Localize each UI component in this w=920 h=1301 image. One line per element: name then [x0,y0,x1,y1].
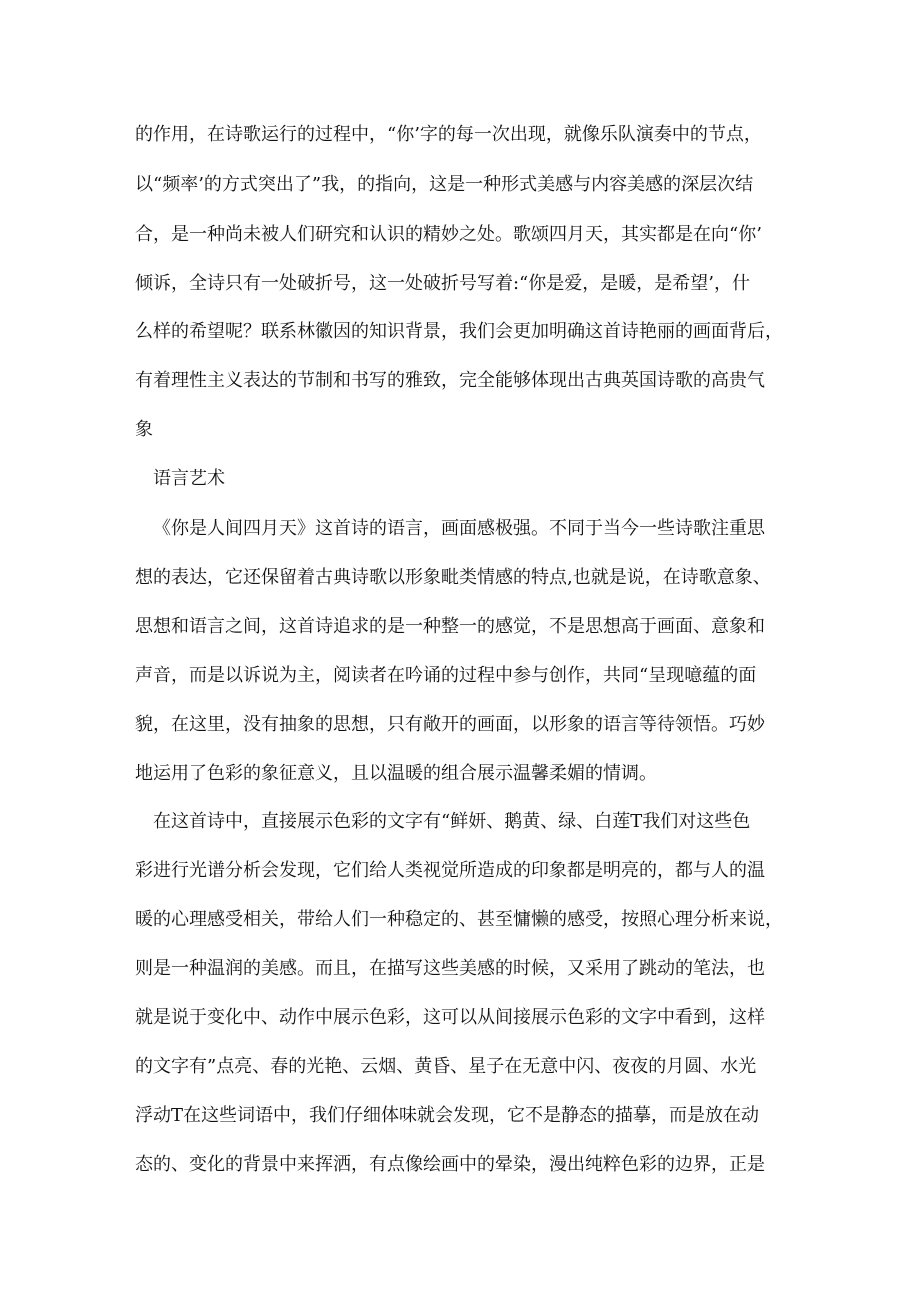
text-line: 的作用，在诗歌运行的过程中，“你’字的每一次出现，就像乐队演奏中的节点， [135,124,762,145]
text-line: 浮动T在这些词语中，我们仔细体味就会发现，它不是静态的描摹，而是放在动 [135,1105,760,1126]
text-line: 合，是一种尚未被人们研究和认识的精妙之处。歌颂四月天，其实都是在向“你’ [135,224,762,245]
text-line: 态的、变化的背景中来挥洒，有点像绘画中的晕染，漫出纯粹色彩的边界，正是 [135,1154,765,1175]
text-line: 则是一种温润的美感。而且，在描写这些美感的时候，又采用了跳动的笔法，也 [135,958,765,979]
text-line: 有着理性主义表达的节制和书写的雅致，完全能够体现出古典英国诗歌的高贵气 [135,370,765,391]
text-line: 声音，而是以诉说为主，阅读者在吟诵的过程中参与创作，共同“呈现噫蕴的面 [135,665,757,686]
text-line: 彩进行光谱分析会发现，它们给人类视觉所造成的印象都是明亮的，都与人的温 [135,860,765,881]
section-heading: 语言艺术 [153,468,225,489]
text-line: 么样的希望呢？联系林徽因的知识背景，我们会更加明确这首诗艳丽的画面背后， [135,321,783,342]
text-line: 倾诉，全诗只有一处破折号，这一处破折号写着:“你是爱，是暖，是希望’，什 [135,273,750,294]
text-line: 思想和语言之间，这首诗追求的是一种整一的感觉，不是思想高于画面、意象和 [135,616,765,637]
text-line: 貌，在这里，没有抽象的思想，只有敞开的画面，以形象的语言等待领悟。巧妙 [135,714,765,735]
text-line: 就是说于变化中、动作中展示色彩，这可以从间接展示色彩的文字中看到，这样 [135,1007,765,1028]
text-line: 以“频率’的方式突出了”我，的指向，这是一种形式美感与内容美感的深层次结 [135,174,754,195]
text-line: 在这首诗中，直接展示色彩的文字有“鲜妍、鹅黄、绿、白莲T我们对这些色 [153,811,751,832]
text-line: 《你是人间四月天》这首诗的语言，画面感极强。不同于当今一些诗歌注重思 [153,518,765,539]
text-line: 暖的心理感受相关，带给人们一种稳定的、甚至慵懒的感受，按照心理分析来说， [135,909,783,930]
text-line: 的文字有”点亮、春的光艳、云烟、黄昏、星子在无意中闪、夜夜的月圆、水光 [135,1056,757,1077]
text-line: 想的表达，它还保留着古典诗歌以形象毗类情感的特点,也就是说，在诗歌意象、 [135,567,771,588]
text-line: 地运用了色彩的象征意义，且以温暖的组合展示温馨柔媚的情调。 [135,763,657,784]
text-line: 象 [135,419,153,440]
